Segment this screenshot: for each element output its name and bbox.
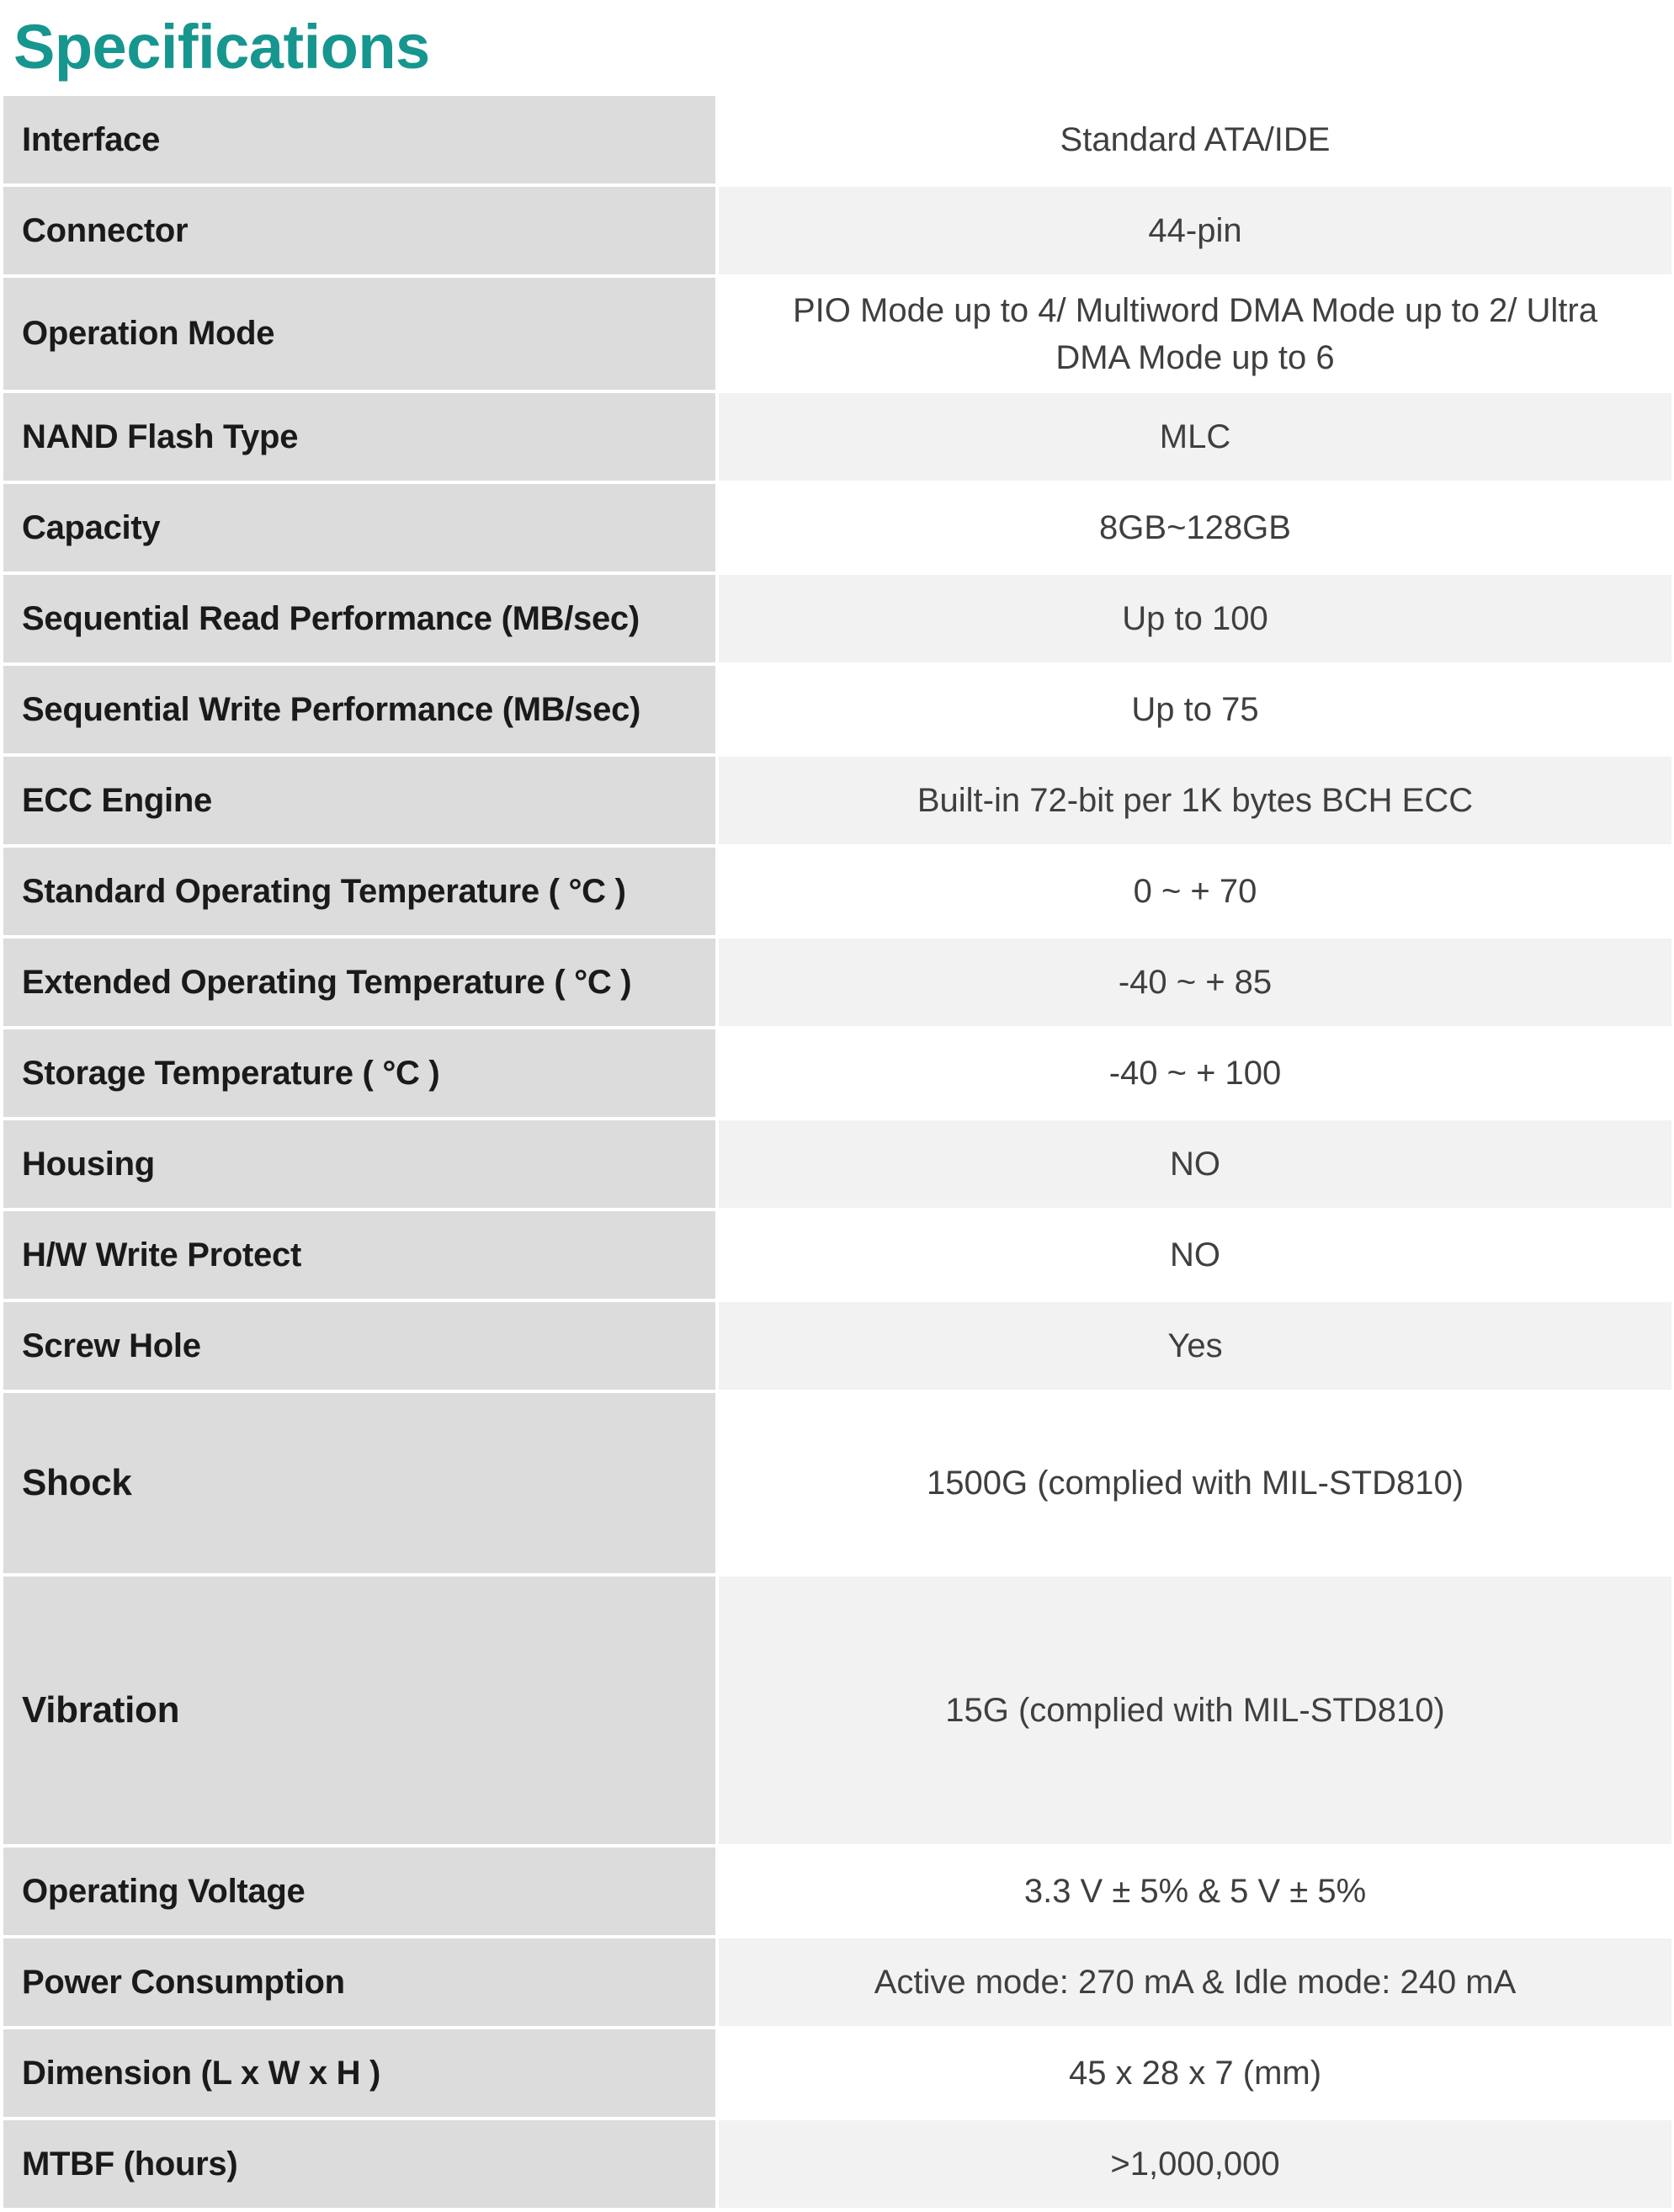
spec-value: 44-pin <box>717 185 1671 276</box>
spec-label: Connector <box>3 185 717 276</box>
spec-row-housing <box>3 1119 1671 1210</box>
spec-label: NAND Flash Type <box>3 391 717 482</box>
spec-value: NO <box>717 1119 1671 1210</box>
spec-label: Sequential Read Performance (MB/sec) <box>3 573 717 664</box>
spec-value: Active mode: 270 mA & Idle mode: 240 mA <box>717 1937 1671 2028</box>
spec-row-capacity <box>3 482 1671 573</box>
spec-value: Up to 100 <box>717 573 1671 664</box>
spec-row-screw-hole <box>3 1300 1671 1391</box>
spec-row-storage-temperature <box>3 1028 1671 1119</box>
spec-label: Shock <box>3 1391 717 1575</box>
spec-value: 15G (complied with MIL-STD810) <box>717 1575 1671 1846</box>
spec-label: ECC Engine <box>3 755 717 846</box>
spec-label: Standard Operating Temperature ( °C ) <box>3 846 717 937</box>
spec-value: PIO Mode up to 4/ Multiword DMA Mode up to 2/ Ultra DMA Mode up to 6 <box>717 276 1671 391</box>
spec-value: -40 ~ + 100 <box>717 1028 1671 1119</box>
spec-row-operation-mode <box>3 276 1671 391</box>
spec-value: -40 ~ + 85 <box>717 937 1671 1028</box>
spec-row-ecc-engine <box>3 755 1671 846</box>
spec-row-shock <box>3 1391 1671 1575</box>
spec-row-hw-write-protect <box>3 1210 1671 1300</box>
spec-label: Dimension (L x W x H ) <box>3 2028 717 2119</box>
spec-value: Built-in 72-bit per 1K bytes BCH ECC <box>717 755 1671 846</box>
spec-label: H/W Write Protect <box>3 1210 717 1300</box>
spec-value: 1500G (complied with MIL-STD810) <box>717 1391 1671 1575</box>
spec-row-sequential-read <box>3 573 1671 664</box>
spec-label: Operating Voltage <box>3 1846 717 1937</box>
spec-row-extended-operating-temperature <box>3 937 1671 1028</box>
spec-label: Vibration <box>3 1575 717 1846</box>
spec-value: Up to 75 <box>717 664 1671 755</box>
spec-value: 45 x 28 x 7 (mm) <box>717 2028 1671 2119</box>
spec-value: >1,000,000 <box>717 2119 1671 2209</box>
spec-row-nand-flash-type <box>3 391 1671 482</box>
spec-row-interface <box>3 94 1671 185</box>
spec-value: NO <box>717 1210 1671 1300</box>
spec-label: Capacity <box>3 482 717 573</box>
spec-row-power-consumption <box>3 1937 1671 2028</box>
spec-label: Extended Operating Temperature ( °C ) <box>3 937 717 1028</box>
spec-label: Sequential Write Performance (MB/sec) <box>3 664 717 755</box>
spec-label: Power Consumption <box>3 1937 717 2028</box>
spec-row-connector <box>3 185 1671 276</box>
spec-label: MTBF (hours) <box>3 2119 717 2209</box>
spec-row-standard-operating-temperature <box>3 846 1671 937</box>
spec-label: Housing <box>3 1119 717 1210</box>
page-title: Specifications <box>13 12 430 82</box>
spec-value: 3.3 V ± 5% & 5 V ± 5% <box>717 1846 1671 1937</box>
spec-value: 8GB~128GB <box>717 482 1671 573</box>
spec-row-vibration <box>3 1575 1671 1846</box>
spec-value: 0 ~ + 70 <box>717 846 1671 937</box>
spec-row-operating-voltage <box>3 1846 1671 1937</box>
spec-row-mtbf <box>3 2119 1671 2209</box>
spec-value: MLC <box>717 391 1671 482</box>
specifications-table <box>3 93 1671 2211</box>
spec-value: Standard ATA/IDE <box>717 94 1671 185</box>
spec-label: Storage Temperature ( °C ) <box>3 1028 717 1119</box>
spec-label: Screw Hole <box>3 1300 717 1391</box>
spec-row-dimension <box>3 2028 1671 2119</box>
spec-label: Operation Mode <box>3 276 717 391</box>
spec-row-sequential-write <box>3 664 1671 755</box>
spec-label: Interface <box>3 94 717 185</box>
spec-value: Yes <box>717 1300 1671 1391</box>
